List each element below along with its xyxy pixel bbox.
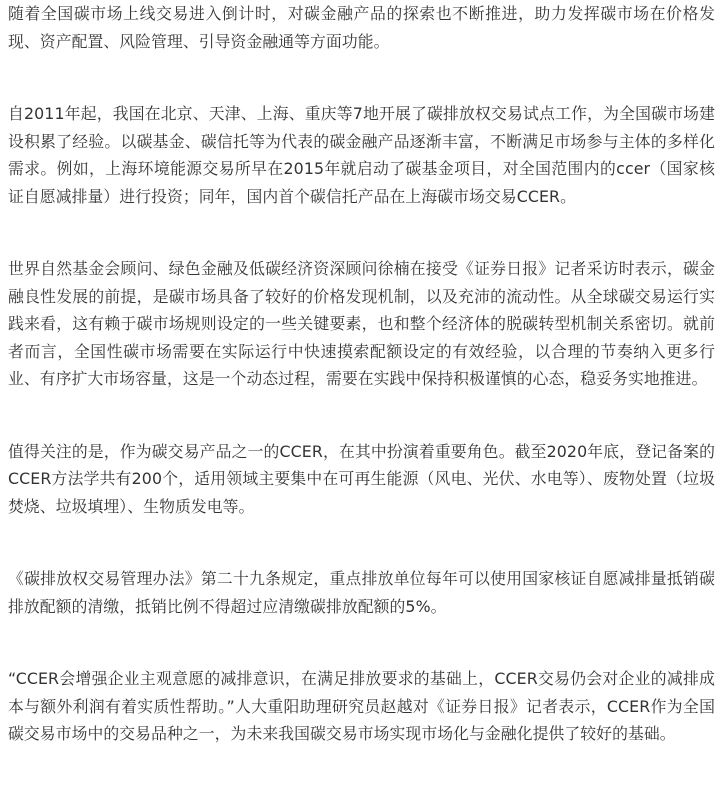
paragraph-quote: “CCER会增强企业主观意愿的减排意识，在满足排放要求的基础上，CCER交易仍会对企业的减排成本与额外利润有着实质性帮助。”人大重阳助理研究员赵越对《证券日报》记者表示，CCER作为全国碳交易市场中的交易品种之一，为未来我国碳交易市场实现市场化与金融化提供了较好的基础。 [8,669,715,743]
paragraph-expert-view: 世界自然基金会顾问、绿色金融及低碳经济资深顾问徐楠在接受《证券日报》记者采访时表示，碳金融良性发展的前提，是碳市场具备了较好的价格发现机制，以及充沛的流动性。从全球碳交易运行实践来看，这有赖于碳市场规则设定的一些关键要素，也和整个经济体的脱碳转型机制关系密切。就前者而言，全国性碳市场需要在实际运行中快速摸索配额设定的有效经验，以合理的节奏纳入更多行业、有序扩大市场容量，这是一个动态过程，需要在实践中保持积极谨慎的心态，稳妥务实地推进。 [8,259,715,388]
paragraph-pilot-history: 自2011年起，我国在北京、天津、上海、重庆等7地开展了碳排放权交易试点工作，为全国碳市场建设积累了经验。以碳基金、碳信托等为代表的碳金融产品逐渐丰富，不断满足市场参与主体的多样化需求。例如，上海环境能源交易所早在2015年就启动了碳基金项目，对全国范围内的ccer（国家核证自愿减排量）进行投资；同年，国内首个碳信托产品在上海碳市场交易CCER。 [8,104,715,206]
paragraph-intro: 随着全国碳市场上线交易进入倒计时，对碳金融产品的探索也不断推进，助力发挥碳市场在价格发现、资产配置、风险管理、引导资金融通等方面功能。 [8,4,715,51]
paragraph-regulation: 《碳排放权交易管理办法》第二十九条规定，重点排放单位每年可以使用国家核证自愿减排量抵销碳排放配额的清缴，抵销比例不得超过应清缴碳排放配额的5%。 [8,569,715,616]
paragraph-ccer-methodology: 值得关注的是，作为碳交易产品之一的CCER，在其中扮演着重要角色。截至2020年底，登记备案的CCER方法学共有200个，适用领域主要集中在可再生能源（风电、光伏、水电等）、废物处置（垃圾焚烧、垃圾填埋）、生物质发电等。 [8,441,715,516]
